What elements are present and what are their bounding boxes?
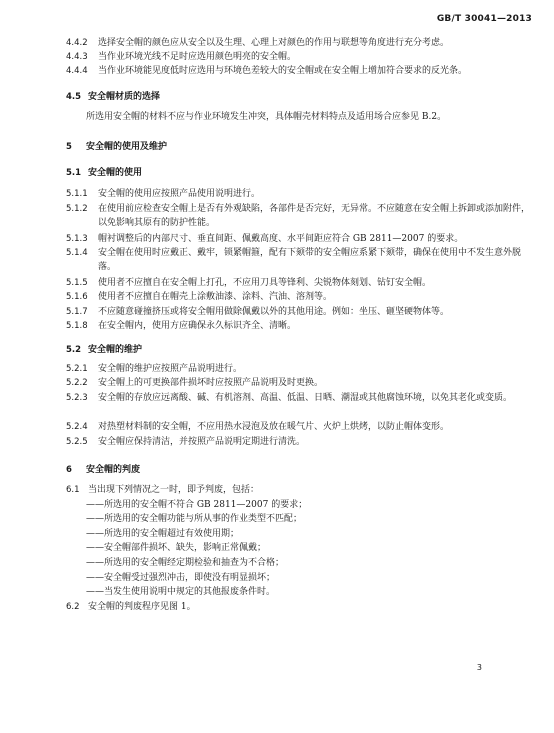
clause-5-1-2	[66, 202, 530, 230]
clause-number: 5.1.3	[66, 234, 88, 244]
paragraph-4-5: 所选用安全帽的材料不应与作业环境发生冲突，具体帽壳材料特点及适用场合应参见 B.2。	[86, 112, 447, 122]
clause-number: 6.1	[66, 485, 80, 495]
standard-code: GB/T 30041—2013	[436, 14, 532, 24]
clause-text: 安全帽应保持清洁，并按照产品说明定期进行清洗。	[98, 437, 306, 447]
clause-number: 4.4.3	[66, 52, 88, 62]
section-number: 6	[66, 465, 72, 475]
clause-5-1-4	[66, 246, 530, 274]
clause-text: 使用者不应擅自在安全帽上打孔，不应用刀具等锋利、尖锐物体刻划、钻钉安全帽。	[98, 278, 432, 288]
clause-text: 安全帽的使用应按照产品使用说明进行。	[98, 189, 261, 199]
section-title: 安全帽材质的选择	[88, 92, 161, 102]
clause-text: 当作业环境能见度低时应选用与环境色差较大的安全帽或在安全帽上增加符合要求的反光条。	[98, 66, 468, 76]
clause-number: 6.2	[66, 602, 80, 612]
clause-text: 安全帽上的可更换部件损坏时应按照产品说明及时更换。	[98, 378, 324, 388]
clause-number: 5.2.1	[66, 364, 88, 374]
clause-text: 当出现下列情况之一时，即予判废，包括：	[88, 485, 260, 495]
list-item: ——所选用的安全帽经定期检验和抽查为不合格；	[86, 558, 285, 568]
clause-text: 不应随意碰撞挤压或将安全帽用做除佩戴以外的其他用途。例如：坐压、砸坚硬物体等。	[98, 307, 450, 317]
clause-text: 使用者不应擅自在帽壳上涂敷油漆、涂料、汽油、溶剂等。	[98, 292, 333, 302]
section-number: 5	[66, 142, 72, 152]
clause-number: 5.2.4	[66, 422, 88, 432]
list-item: ——当发生使用说明中规定的其他报废条件时。	[86, 587, 276, 597]
section-title: 安全帽的使用及维护	[86, 142, 168, 152]
section-number: 5.2	[66, 345, 82, 355]
list-item: ——所选用的安全帽功能与所从事的作业类型不匹配；	[86, 514, 303, 524]
clause-text: 选择安全帽的颜色应从安全以及生理、心理上对颜色的作用与联想等角度进行充分考虑。	[98, 38, 450, 48]
clause-number: 4.4.4	[66, 66, 88, 76]
section-title: 安全帽的使用	[88, 168, 143, 178]
clause-text: 帽衬调整后的内部尺寸、垂直间距、佩戴高度、水平间距应符合 GB 2811—2007 的要求。	[98, 234, 464, 244]
list-item: ——安全帽受过强烈冲击，即使没有明显损坏；	[86, 573, 276, 583]
clause-number: 5.2.3	[66, 393, 88, 403]
clause-number: 5.1.4	[66, 248, 88, 258]
clause-number: 5.1.8	[66, 321, 88, 331]
list-item: ——所选用的安全帽不符合 GB 2811—2007 的要求；	[86, 500, 308, 510]
clause-text: 安全帽的存放应远离酸、碱、有机溶剂、高温、低温、日晒、潮湿或其他腐蚀环境，以免其老化或变质。	[98, 393, 513, 403]
clause-text: 安全帽的维护应按照产品说明进行。	[98, 364, 243, 374]
section-title: 安全帽的维护	[88, 345, 143, 355]
clause-text: 当作业环境光线不足时应选用颜色明亮的安全帽。	[98, 52, 297, 62]
section-number: 4.5	[66, 92, 82, 102]
clause-number: 5.1.1	[66, 189, 88, 199]
clause-text: 在使用前应检查安全帽上是否有外观缺陷，各部件是否完好，无异常。不应随意在安全帽上拆卸或添加附件，以免影响其原有的防护性能。	[98, 204, 531, 228]
clause-text: 对热塑材料制的安全帽，不应用热水浸泡及放在暖气片、火炉上烘烤，以防止帽体变形。	[98, 422, 450, 432]
clause-number: 5.2.5	[66, 437, 88, 447]
clause-number: 4.4.2	[66, 38, 88, 48]
clause-number: 5.2.2	[66, 378, 88, 388]
clause-number: 5.1.2	[66, 204, 88, 214]
clause-text: 在安全帽内，使用方应确保永久标识齐全、清晰。	[98, 321, 297, 331]
clause-number: 5.1.5	[66, 278, 88, 288]
clause-text: 安全帽的判废程序见图 1。	[88, 602, 196, 612]
clause-text: 安全帽在使用时应戴正、戴牢，锁紧帽箍，配有下颏带的安全帽应系紧下颏带，确保在使用中不发生意外脱落。	[98, 248, 522, 272]
clause-number: 5.1.7	[66, 307, 88, 317]
clause-5-2-3	[66, 391, 530, 419]
list-item: ——所选用的安全帽超过有效使用期；	[86, 529, 240, 539]
list-item: ——安全帽部件损坏、缺失，影响正常佩戴；	[86, 543, 267, 553]
page-number: 3	[476, 663, 482, 672]
clause-number: 5.1.6	[66, 292, 88, 302]
section-title: 安全帽的判废	[86, 465, 141, 475]
section-number: 5.1	[66, 168, 82, 178]
